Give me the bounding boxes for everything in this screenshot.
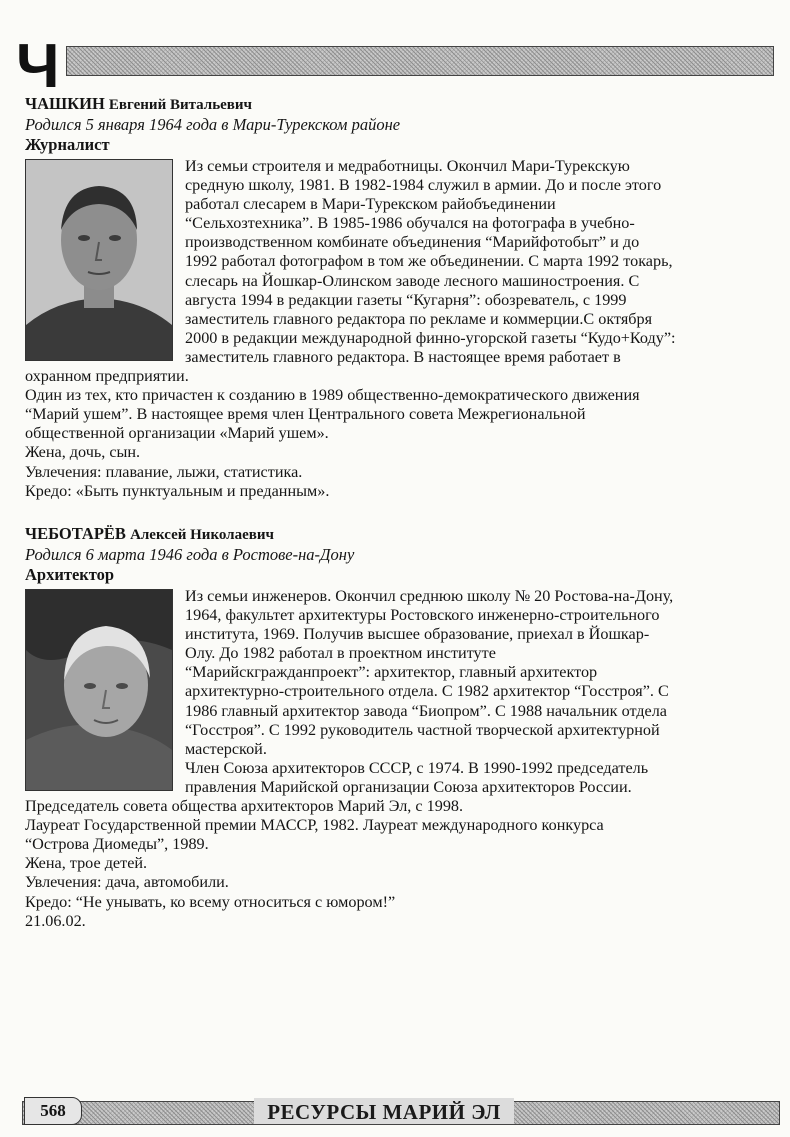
- publication-title: РЕСУРСЫ МАРИЙ ЭЛ: [254, 1098, 514, 1124]
- bio-line: Кредо: «Быть пунктуальным и преданным».: [25, 481, 330, 500]
- bio-entry: [25, 94, 770, 501]
- portrait-image: [26, 590, 172, 790]
- person-name: [25, 94, 770, 115]
- portrait-photo: [25, 589, 173, 791]
- bio-line: Из семьи инженеров. Окончил среднюю школу № 20 Ростова-на-Дону,: [185, 587, 674, 605]
- bio-line: Жена, дочь, сын.: [25, 443, 141, 462]
- page-number: 568: [24, 1097, 82, 1125]
- bio-line: 1964, факультет архитектуры Ростовского инженерно-строительного: [185, 606, 660, 625]
- bio-line: “Острова Диомеды”, 1989.: [25, 835, 209, 854]
- person-name: [25, 524, 770, 545]
- bio-line: средную школу, 1981. В 1982-1984 служил в армии. До и после этого: [185, 176, 662, 195]
- surname: ЧЕБОТАРЁВ: [25, 524, 126, 543]
- given-names: Алексей Николаевич: [130, 527, 274, 543]
- bio-line: 2000 в редакции международной финно-угорской газеты “Кудо+Коду”:: [185, 328, 676, 347]
- bio-line: Увлечения: плавание, лыжи, статистика.: [25, 462, 303, 481]
- bio-line: производственном комбинате объединения “Марийфотобыт” и до: [185, 233, 640, 252]
- bio-line: работал слесарем в Мари-Турекском райобъединении: [185, 195, 556, 214]
- bio-entry: [25, 524, 770, 931]
- bio-line: Член Союза архитекторов СССР, с 1974. В 1990-1992 председатель: [185, 758, 649, 777]
- bio-line: Один из тех, кто причастен к созданию в 1989 общественно-демократического движения: [25, 386, 640, 405]
- bio-line: Кредо: “Не унывать, ко всему относиться с юмором!”: [25, 892, 396, 911]
- bio-line: заместитель главного редактора. В настоящее время работает в: [185, 347, 621, 366]
- bio-line: мастерской.: [185, 739, 267, 758]
- bio-line: “Марийскгражданпроект”: архитектор, главный архитектор: [185, 663, 598, 682]
- page-footer: [22, 1097, 782, 1125]
- bio-line: 21.06.02.: [25, 911, 86, 930]
- bio-line: 1992 работал фотографом в том же объединении. С марта 1992 токарь,: [185, 252, 673, 271]
- bio-line: Жена, трое детей.: [25, 854, 148, 873]
- bio-line: Увлечения: дача, автомобили.: [25, 873, 229, 892]
- bio-line: архитектурно-строительного отдела. С 1982 архитектор “Госстроя”. С: [185, 682, 669, 701]
- bio-line: августа 1994 в редакции газеты “Кугарня”: обозреватель, с 1999: [185, 290, 627, 309]
- bio-line: Олу. До 1982 работал в проектном институте: [185, 644, 496, 663]
- bio-line: института, 1969. Получив высшее образование, приехал в Йошкар-: [185, 625, 650, 644]
- profession: Журналист: [25, 135, 110, 154]
- birth-info: Родился 5 января 1964 года в Мари-Турекском районе: [25, 115, 401, 134]
- bio-line: 1986 главный архитектор завода “Биопром”. С 1988 начальник отдела: [185, 701, 667, 720]
- bio-line: “Марий ушем”. В настоящее время член Центрального совета Межрегиональной: [25, 405, 586, 424]
- bio-line: “Госстроя”. С 1992 руководитель частной творческой архитектурной: [185, 720, 660, 739]
- portrait-image: [26, 160, 172, 360]
- bio-line: заместитель главного редактора по рекламе и коммерции.С октября: [185, 309, 653, 328]
- bio-line: общественной организации «Марий ушем».: [25, 424, 329, 443]
- bio-line: “Сельхозтехника”. В 1985-1986 обучался на фотографа в учебно-: [185, 214, 635, 233]
- header-hatched-bar: [66, 46, 774, 76]
- bio-line: правления Марийской организации Союза архитекторов России.: [185, 777, 632, 796]
- bio-line: Лауреат Государственной премии МАССР, 1982. Лауреат международного конкурса: [25, 816, 604, 835]
- bio-line: слесарь на Йошкар-Олинском заводе лесного машиностроения. С: [185, 271, 640, 290]
- bio-line: охранном предприятии.: [25, 367, 189, 386]
- bio-line: Председатель совета общества архитекторов Марий Эл, с 1998.: [25, 797, 464, 816]
- birth-info: Родился 6 марта 1946 года в Ростове-на-Дону: [25, 545, 355, 564]
- bio-line: Из семьи строителя и медработницы. Окончил Мари-Турекскую: [185, 157, 630, 175]
- portrait-photo: [25, 159, 173, 361]
- surname: ЧАШКИН: [25, 94, 105, 113]
- section-letter: Ч: [16, 32, 60, 101]
- given-names: Евгений Витальевич: [108, 97, 252, 113]
- profession: Архитектор: [25, 565, 115, 584]
